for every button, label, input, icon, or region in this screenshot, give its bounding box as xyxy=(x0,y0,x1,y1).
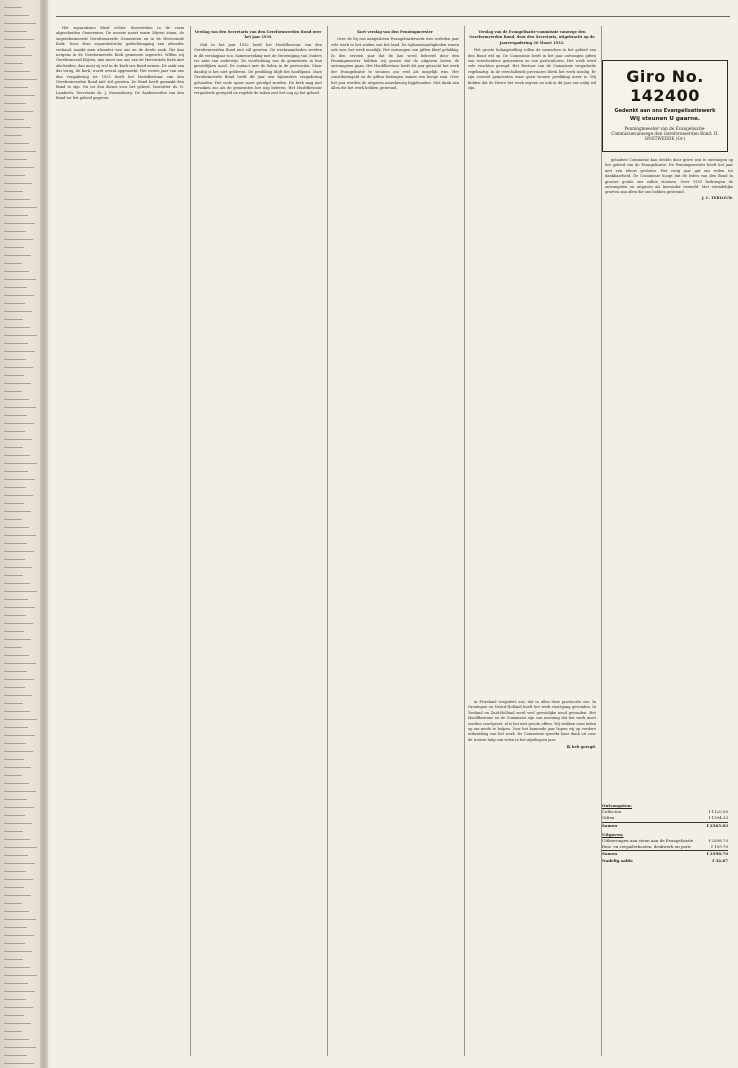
article-body: in Friesland vergadert ons, dat in allen deze provinciën zoo. In Groningen en Noord-Holland heeft het werk voortgang gevonden. In Zeeland en Zuid-Holland werd veel geestelijke nood gevonden. Het Hoofdbestuur en de Commissie zijn van meening dat het werk moet worden voortgezet, al is het met groote offers. Wij wekken onze leden op om mede te helpen. Voor het komende jaar hopen wij op verdere uitbreiding van het werk. De Commissie spreekt haar dank uit voor de trouwe hulp van velen in het afgeloopen jaar. xyxy=(468,700,596,742)
spine-text-line xyxy=(4,727,28,728)
ledger-row-label: Samen xyxy=(602,822,618,828)
spine-text-line xyxy=(4,31,27,32)
spine-text-line xyxy=(4,623,33,624)
ledger-row xyxy=(602,844,728,851)
spine-text-line xyxy=(4,823,32,824)
spine-text-line xyxy=(4,471,28,472)
spine-text-line xyxy=(4,383,31,384)
spine-text-line xyxy=(4,647,22,648)
spine-text-line xyxy=(4,783,29,784)
spine-text-line xyxy=(4,767,31,768)
spine-text-line xyxy=(4,39,34,40)
spine-text-line xyxy=(4,95,35,96)
ledger-row-value: f 32.87 xyxy=(712,857,728,863)
spine-text-line xyxy=(4,959,23,960)
spine-text-line xyxy=(4,271,29,272)
column-divider xyxy=(327,26,328,1056)
spine-text-line xyxy=(4,807,34,808)
spine-text-line xyxy=(4,1039,29,1040)
spine-text-line xyxy=(4,479,35,480)
spine-text-line xyxy=(4,207,37,208)
spine-text-line xyxy=(4,375,24,376)
spine-text-line xyxy=(4,431,25,432)
spine-text-line xyxy=(4,847,37,848)
article-body: Over de bij ons aangesloten Evangelisatiewerk was verleden jaar vele werk in het zuiden van het land. De tijdsomstandigheden waren ook voor het werk moeilijk. Het ontvangen van giften bleef gelukkig. In den eersten jaar dat de kas werd beheerd door den Penningmeester hebben wij gezien dat de uitgaven boven de ontvangsten gaan. Het Hoofdbestuur heeft dit jaar getracht het werk der Evangelisatie te steunen zoo veel als mogelijk was. Het contributiegeld en de giften bedragen samen een hooge som. Over het jaar werden de uitgaven nauwkeurig bijgehouden. Met dank aan allen die het werk hebben gesteund. xyxy=(331,37,459,91)
spine-text-line xyxy=(4,455,30,456)
spine-text-line xyxy=(4,655,29,656)
column-4 xyxy=(468,26,596,1056)
spine-text-line xyxy=(4,119,24,120)
spine-text-line xyxy=(4,1063,34,1064)
ledger-balance-row xyxy=(602,858,728,864)
article-heading: Kort verslag van den Penningmeester xyxy=(357,30,433,34)
spine-text-line xyxy=(4,47,25,48)
spine-text-line xyxy=(4,991,35,992)
column-3 xyxy=(331,26,459,1056)
spine-text-line xyxy=(4,167,34,168)
spine-text-line xyxy=(4,103,26,104)
column-2 xyxy=(194,26,322,1056)
spine-text-line xyxy=(4,335,37,336)
spine-text-line xyxy=(4,503,24,504)
previous-page-edge xyxy=(0,0,44,1068)
ledger-row-label: Samen xyxy=(602,851,618,857)
spine-text-line xyxy=(4,887,24,888)
spine-text-line xyxy=(4,799,27,800)
ledger-income-label: Ontvangsten: xyxy=(602,803,632,808)
article-body: Het groote belangstelling rollen de menschen in het gebied van den Bond wel op. De Commissie heeft in het jaar ontvangen giften van verscheidene gemeenten en van particulieren. Het werk werd vele vruchten gezegd. Het Bestuur van de Commissie vergaderde regelmatig. In de verschillende provincies bleek het werk noodig. Er zijn zooveel gemeenten waar geen trouwe prediking meer is. Wij bidden dat de Heere het werk zegene en ook in dit jaar ons nabij wil zijn. xyxy=(468,48,596,91)
spine-text-line xyxy=(4,319,23,320)
spine-text-line xyxy=(4,935,34,936)
spine-text-line xyxy=(4,591,37,592)
article-body: Ook in het jaar 1932 heeft het Hoofdbestuur van den Gereformeerden Bond niet stil gezeten. De werkzaamheden werden in dit verslagjaar zoo. Samenwerking met de Vereeniging van Ouders ter zake van onderwijs. De voorlichting van de gemeenten in hun geestelijken nood. De contact met de leden in de provinciën. Maar daarbij is het niet gebleven. De prediking blijft het hoofdpunt. Onze Gereformeerde Bond heeft dit jaar een bijzondere vergadering gehouden. Het oude spoor moet gevolgd worden. De kerk mag niet verzaken zoo als de gemeenten het nog beleven. Het Hoofdbestuur vergaderde geregeld en regelde de zaken met het oog op het geheel. xyxy=(194,42,322,96)
spine-text-line xyxy=(4,559,25,560)
column-divider xyxy=(601,26,602,1056)
ledger-row-value: f 2598.70 xyxy=(706,851,728,857)
giro-title: Giro No. 142400 xyxy=(626,67,704,105)
signature: J. C. TERLOUW. xyxy=(701,195,733,200)
spine-text-line xyxy=(4,295,34,296)
spine-text-line xyxy=(4,863,35,864)
spine-text-line xyxy=(4,1007,33,1008)
spine-text-line xyxy=(4,1055,27,1056)
spine-text-line xyxy=(4,391,22,392)
giro-address: Penningmeester van de Evangelisatie-Commissievanwege den Gereformeerden Bond: H. ONSTWEDDE (Gr.) xyxy=(611,126,719,142)
spine-text-line xyxy=(4,631,24,632)
spine-text-line xyxy=(4,663,36,664)
financial-ledger xyxy=(602,800,728,864)
column-6 xyxy=(605,158,733,1048)
spine-text-line xyxy=(4,407,36,408)
spine-text-line xyxy=(4,671,27,672)
spine-text-line xyxy=(4,951,32,952)
ledger-row-label: Collecten xyxy=(602,809,622,815)
spine-text-line xyxy=(4,247,24,248)
spine-text-line xyxy=(4,303,25,304)
spine-text-line xyxy=(4,143,29,144)
spine-text-line xyxy=(4,607,35,608)
spine-text-line xyxy=(4,911,29,912)
spine-text-line xyxy=(4,999,26,1000)
spine-text-line xyxy=(4,1023,31,1024)
spine-text-line xyxy=(4,599,28,600)
spine-text-line xyxy=(4,639,31,640)
ledger-row-value: f 109.70 xyxy=(711,844,728,850)
spine-text-line xyxy=(4,551,34,552)
spine-text-line xyxy=(4,359,26,360)
spine-text-line xyxy=(4,695,32,696)
spine-text-line xyxy=(4,287,27,288)
spine-text-line xyxy=(4,719,37,720)
article-body: Het separatisme bleef echter doorwerken in de vorm afgescheiden Gemeenten. De meeste naast warm blijven staan, de ongereformeerde Gereformeerde Gemeenten en in de Hervormde Kerk. Door deze separatistische gedachtengang een afzonder verband, maakt men afzonder van ons en de derde zaak. Die kan nergens in de Gereformeerde Kerk gemeente ingericht. Willen wij Gereformeerd blijven, dan moet ons ons van de Hervormde Kerk niet afscheiden, dan moet zij wel in de Kerk ons Bond nemen. De zaak van dat terug, de kerk, wordt overal opgemerkt. Het eerste jaar van ons den vergadering tot 1932 heeft het Hoofdbestuur van den Gereformeerden Bond niet stil gezeten. De Bond heeft gemaakt den Bond te zijn. Nu tot den dienst voor het geheel. Voorzitter ds. D. Lamberts, Secretaris ds. J. Zwanenburg. De Zaakwoorden van den Bond tot het geheel gegeven. xyxy=(56,26,184,101)
spine-text-line xyxy=(4,831,23,832)
ledger-row-label: Nadelig saldo xyxy=(602,857,633,863)
spine-text-line xyxy=(4,879,33,880)
spine-text-line xyxy=(4,327,30,328)
spine-text-line xyxy=(4,127,31,128)
spine-text-line xyxy=(4,71,30,72)
ledger-row-label: Reis- en vergaderkosten, drukwerk en porti xyxy=(602,844,691,850)
spine-text-line xyxy=(4,903,22,904)
spine-text-line xyxy=(4,183,32,184)
column-divider xyxy=(190,26,191,1056)
spine-text-line xyxy=(4,399,29,400)
spine-text-line xyxy=(4,1047,36,1048)
spine-text-line xyxy=(4,975,37,976)
spine-text-line xyxy=(4,175,25,176)
spine-text-line xyxy=(4,367,33,368)
spine-text-line xyxy=(4,7,22,8)
spine-text-line xyxy=(4,415,27,416)
spine-text-line xyxy=(4,423,34,424)
header-rule xyxy=(56,16,730,17)
spine-text-line xyxy=(4,815,25,816)
ledger-row-value: f 2565.83 xyxy=(706,822,728,828)
spine-text-line xyxy=(4,447,23,448)
giro-advertisement xyxy=(602,60,728,152)
spine-text-line xyxy=(4,575,23,576)
spine-text-line xyxy=(4,351,35,352)
page-gutter xyxy=(40,0,48,1068)
spine-text-line xyxy=(4,255,31,256)
spine-text-line xyxy=(4,679,34,680)
spine-text-line xyxy=(4,759,24,760)
ledger-row-label: Giften xyxy=(602,815,615,821)
ledger-row-value: f 1120.50 xyxy=(708,809,728,815)
spine-text-line xyxy=(4,855,28,856)
spine-text-line xyxy=(4,343,28,344)
spine-text-line xyxy=(4,751,33,752)
spine-text-line xyxy=(4,239,33,240)
article-columns xyxy=(56,26,736,1054)
spine-text-line xyxy=(4,311,32,312)
spine-text-line xyxy=(4,439,32,440)
spine-text-line xyxy=(4,735,35,736)
column-1 xyxy=(56,26,184,1056)
spine-text-line xyxy=(4,159,27,160)
article-body: gelaatste Commissie kan slechts door grove wat te ontvangen op het gebied van de Evangelisatie. De Penningmeester heeft het jaar met een tekort gesloten. Het vorig jaar gaf ons reden tot dankbaarheid. De Commissie hoopt dat de leden van den Bond in grooter getale ons zullen steunen. Over 1932 bedroegen de ontvangsten en uitgaven als hieronder vermeld. Met vriendelijke groeten aan allen die ons hebben gesteund. xyxy=(605,158,733,195)
ledger-row-value: f 1394.33 xyxy=(708,815,728,821)
spine-text-line xyxy=(4,615,26,616)
spine-text-line xyxy=(4,839,30,840)
spine-text-line xyxy=(4,135,22,136)
spine-text-line xyxy=(4,199,30,200)
spine-text-line xyxy=(4,583,30,584)
spine-text-line xyxy=(4,711,30,712)
spine-text-line xyxy=(4,527,29,528)
spine-text-line xyxy=(4,919,36,920)
spine-text-line xyxy=(4,1015,24,1016)
spine-text-line xyxy=(4,967,30,968)
spine-text-line xyxy=(4,511,31,512)
ledger-row-value: f 2508.70 xyxy=(708,838,728,844)
spine-text-line xyxy=(4,687,25,688)
spine-text-line xyxy=(4,55,32,56)
spine-text-line xyxy=(4,1031,22,1032)
spine-text-line xyxy=(4,463,37,464)
spine-text-line xyxy=(4,703,23,704)
column-divider xyxy=(464,26,465,1056)
spine-text-line xyxy=(4,791,36,792)
spine-text-line xyxy=(4,279,36,280)
spine-text-line xyxy=(4,927,27,928)
newspaper-page xyxy=(50,0,738,1068)
ledger-total-row xyxy=(602,823,728,829)
article-heading: Verslag van de Evangelisatie-commissie vanwege den Gereformeerden Bond, door den Secretaris, uitgebracht op de Jaarvergadering 30 Maart 1933. xyxy=(469,30,595,45)
ledger-row-label: Uitkeeringen aan steun aan de Evangelisatie xyxy=(602,838,694,844)
spine-text-line xyxy=(4,263,22,264)
spine-text-line xyxy=(4,895,31,896)
spine-text-line xyxy=(4,23,36,24)
spine-text-line xyxy=(4,943,25,944)
ledger-expense-label: Uitgaven: xyxy=(602,831,624,837)
spine-text-line xyxy=(4,983,28,984)
spine-text-line xyxy=(4,743,26,744)
article-heading: Verslag van den Secretaris van den Gereformeerden Bond over het jaar 1932 xyxy=(194,30,322,40)
spine-text-line xyxy=(4,535,36,536)
ledger-row xyxy=(602,815,728,822)
spine-text-line xyxy=(4,111,33,112)
spine-text-line xyxy=(4,567,32,568)
giro-line-2: Wij steunen U gaarne. xyxy=(629,116,701,122)
spine-text-line xyxy=(4,191,23,192)
spine-text-line xyxy=(4,15,29,16)
column-5 xyxy=(468,700,596,753)
spine-text-line xyxy=(4,223,35,224)
spine-text-line xyxy=(4,871,26,872)
giro-line-1: Gedenkt aan ons Evangelisatiewerk xyxy=(614,108,716,114)
spine-text-line xyxy=(4,87,28,88)
signature: Ik heb gezegd. xyxy=(566,745,596,750)
spine-text-line xyxy=(4,543,27,544)
spine-text-line xyxy=(4,231,26,232)
spine-text-line xyxy=(4,63,23,64)
spine-text-line xyxy=(4,487,26,488)
spine-text-line xyxy=(4,519,22,520)
spine-text-line xyxy=(4,215,28,216)
spine-text-line xyxy=(4,775,22,776)
spine-text-line xyxy=(4,151,36,152)
spine-text-line xyxy=(4,79,37,80)
spine-text-line xyxy=(4,495,33,496)
